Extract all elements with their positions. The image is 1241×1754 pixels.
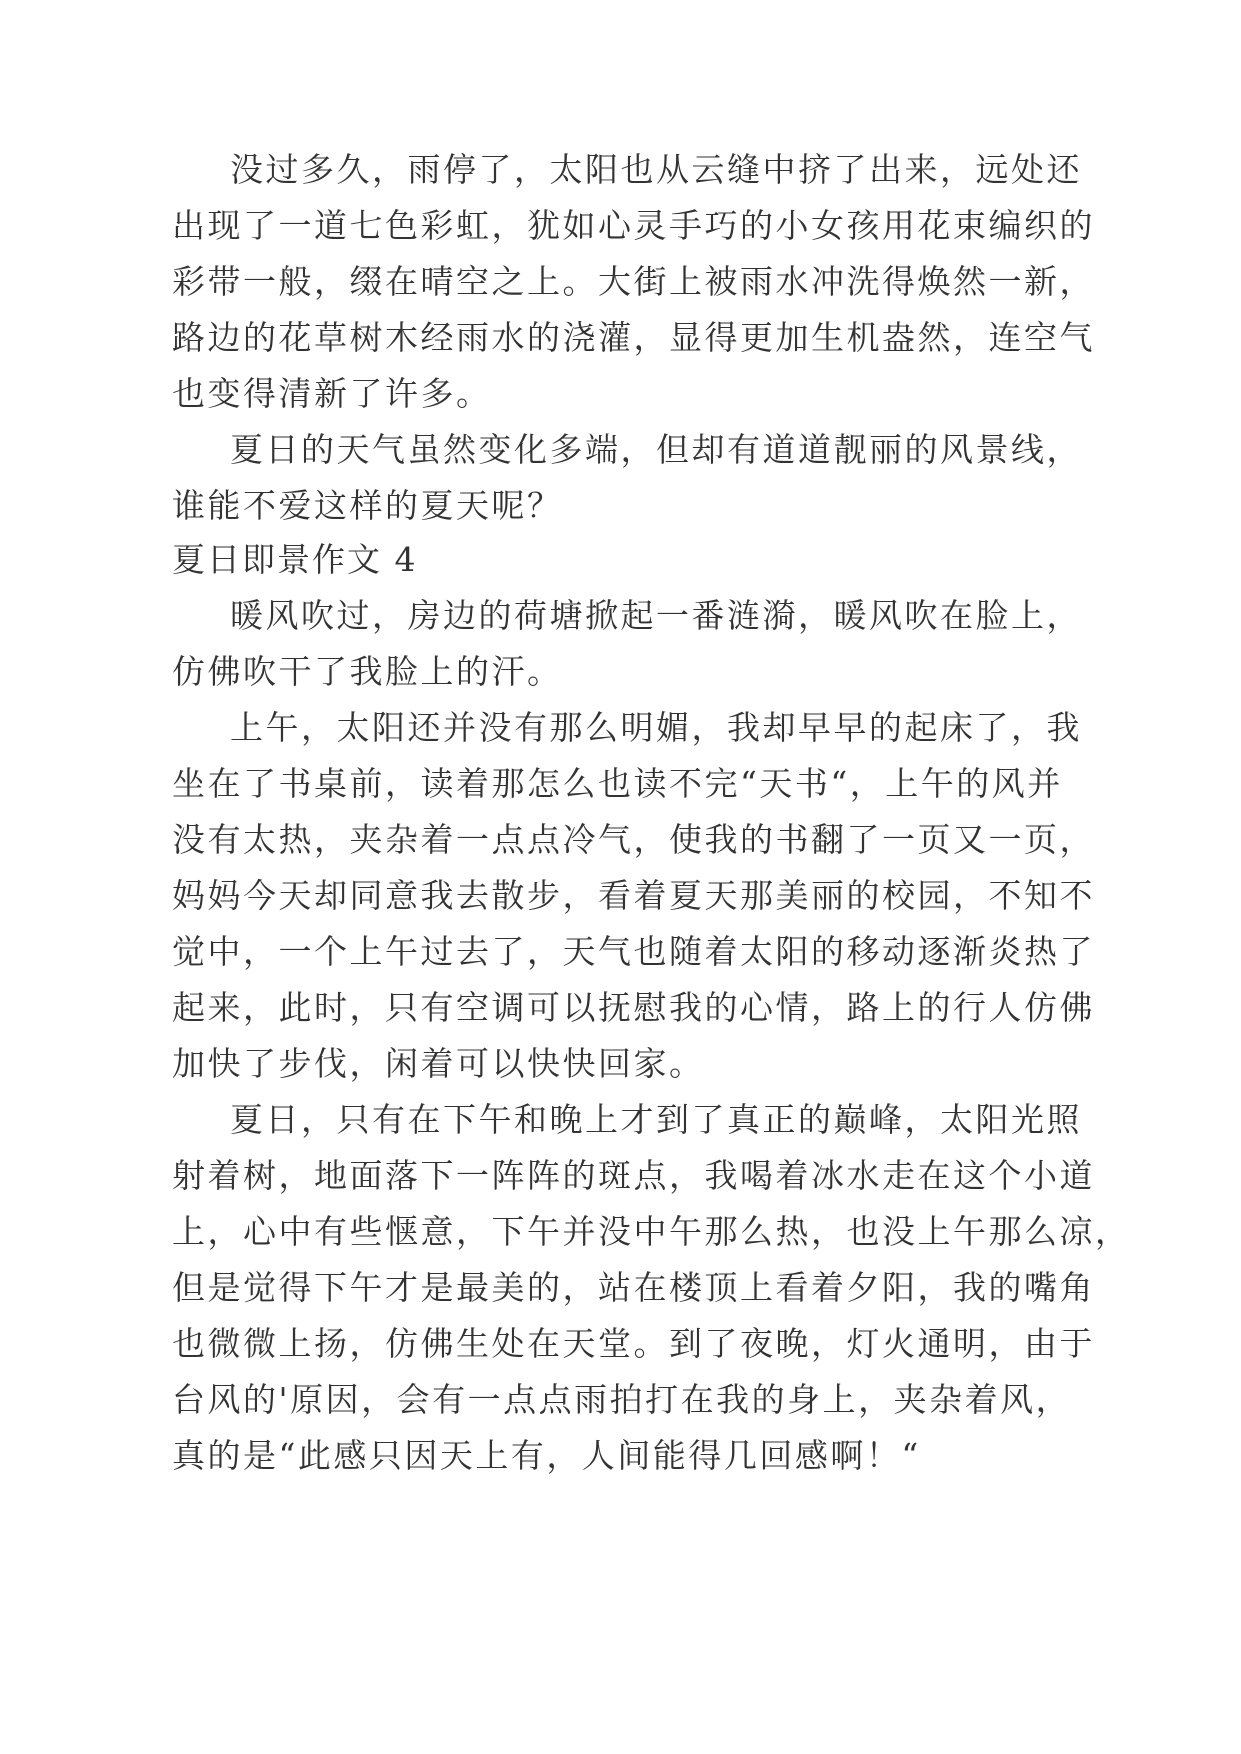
paragraph-4-line-4: 妈妈今天却同意我去散步，看着夏天那美丽的校园，不知不 (172, 876, 1095, 915)
paragraph-4-line-5: 觉中，一个上午过去了，天气也随着太阳的移动逐渐炎热了 (172, 932, 1095, 971)
paragraph-2-line-1: 夏日的天气虽然变化多端，但却有道道靓丽的风景线， (230, 430, 1082, 469)
paragraph-4-line-2: 坐在了书桌前，读着那怎么也读不完“天书“，上午的风并 (172, 764, 1063, 803)
paragraph-1-line-2: 出现了一道七色彩虹，犹如心灵手巧的小女孩用花束编织的 (172, 206, 1095, 245)
paragraph-2-line-2: 谁能不爱这样的夏天呢？ (172, 486, 563, 525)
paragraph-3-line-2: 仿佛吹干了我脸上的汗。 (172, 652, 563, 691)
paragraph-1-line-3: 彩带一般，缀在晴空之上。大街上被雨水冲洗得焕然一新， (172, 262, 1095, 301)
paragraph-3-line-1: 暖风吹过，房边的荷塘掀起一番涟漪，暖风吹在脸上， (230, 596, 1082, 635)
paragraph-1-line-5: 也变得清新了许多。 (172, 374, 492, 413)
paragraph-1-line-4: 路边的花草树木经雨水的浇灌，显得更加生机盎然，连空气 (172, 318, 1095, 357)
paragraph-5-line-1: 夏日，只有在下午和晚上才到了真正的巅峰，太阳光照 (230, 1100, 1082, 1139)
paragraph-5-line-6: 台风的'原因，会有一点点雨拍打在我的身上，夹杂着风， (172, 1380, 1072, 1419)
paragraph-4-line-3: 没有太热，夹杂着一点点冷气，使我的书翻了一页又一页， (172, 820, 1095, 859)
paragraph-4-line-7: 加快了步伐，闲着可以快快回家。 (172, 1044, 705, 1083)
paragraph-5-line-5: 也微微上扬，仿佛生处在天堂。到了夜晚，灯火通明，由于 (172, 1324, 1095, 1363)
paragraph-5-line-2: 射着树，地面落下一阵阵的斑点，我喝着冰水走在这个小道 (172, 1156, 1095, 1195)
paragraph-5-line-3: 上，心中有些惬意，下午并没中午那么热，也没上午那么凉， (172, 1212, 1131, 1251)
paragraph-1-line-1: 没过多久，雨停了，太阳也从云缝中挤了出来，远处还 (230, 150, 1082, 189)
paragraph-5-line-4: 但是觉得下午才是最美的，站在楼顶上看着夕阳，我的嘴角 (172, 1268, 1095, 1307)
section-heading: 夏日即景作文 4 (172, 540, 418, 579)
paragraph-4-line-1: 上午，太阳还并没有那么明媚，我却早早的起床了，我 (230, 708, 1082, 747)
paragraph-4-line-6: 起来，此时，只有空调可以抚慰我的心情，路上的行人仿佛 (172, 988, 1095, 1027)
paragraph-5-line-7: 真的是“此感只因天上有，人间能得几回感啊！“ (172, 1436, 921, 1475)
